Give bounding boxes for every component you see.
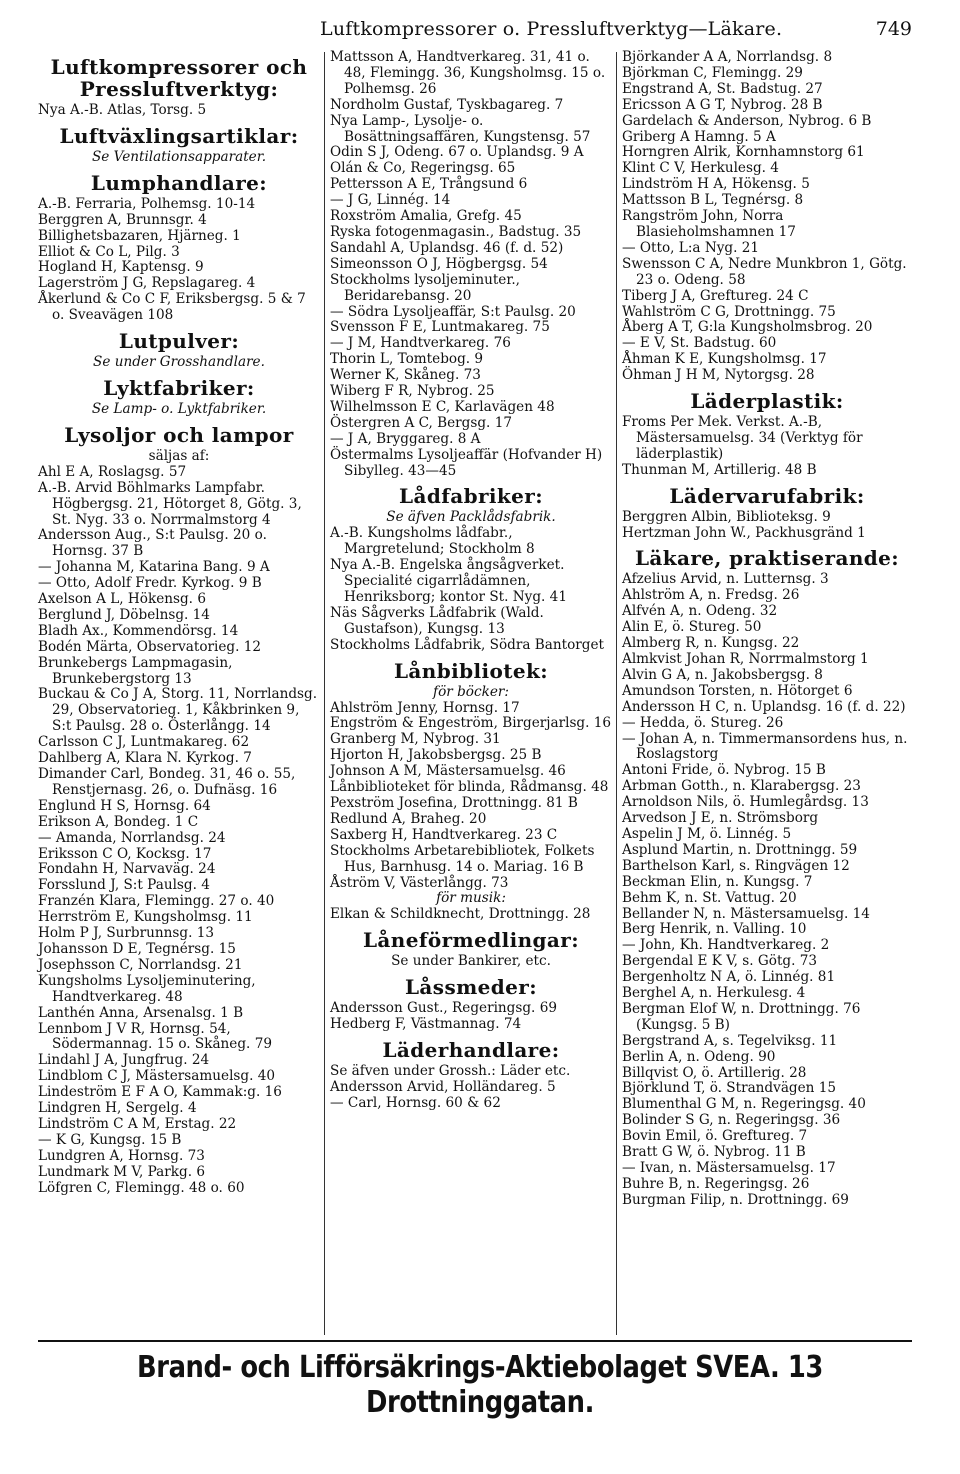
directory-entry: Bergstrand A, s. Tegelviksg. 11 bbox=[622, 1032, 838, 1049]
section-heading-line: Lådfabriker: bbox=[399, 484, 543, 509]
directory-entry: Björkman C, Flemingg. 29 bbox=[622, 64, 803, 81]
directory-entry: Swensson C A, Nedre Munkbron 1, Götg. 23 o. Odeng. 58 bbox=[622, 255, 907, 288]
directory-entry: — J G, Linnég. 14 bbox=[330, 192, 451, 209]
running-title: Luftkompressorer o. Pressluftverktyg—Läkare. bbox=[320, 18, 783, 40]
directory-entry: Elliot & Co L, Pilg. 3 bbox=[38, 243, 180, 260]
directory-entry: Horngren Alrik, Kornhamnstorg 61 bbox=[622, 144, 865, 161]
directory-entry: Almkvist Johan R, Norrmalmstorg 1 bbox=[622, 651, 869, 667]
directory-entry: Hogland H, Kaptensg. 9 bbox=[38, 259, 204, 276]
section-heading-line: Läderplastik: bbox=[690, 389, 844, 414]
directory-entry: — Otto, Adolf Fredr. Kyrkog. 9 B bbox=[38, 575, 262, 592]
directory-entry: Åhman K E, Kungsholmsg. 17 bbox=[622, 351, 827, 368]
directory-entry: Sandahl A, Uplandsg. 46 (f. d. 52) bbox=[330, 239, 564, 256]
directory-entry: Se äfven under Grossh.: Läder etc. bbox=[330, 1062, 571, 1079]
directory-entry: Berggren A, Brunnsgr. 4 bbox=[38, 211, 207, 228]
directory-entry: Amundson Torsten, n. Hötorget 6 bbox=[622, 682, 853, 699]
directory-entry: Buhre B, n. Regeringsg. 26 bbox=[622, 1175, 810, 1192]
directory-entry: Lindgren H, Sergelg. 4 bbox=[38, 1100, 197, 1117]
directory-entry: Arvedson J E, n. Strömsborg bbox=[622, 810, 819, 827]
directory-entry: Asplund Martin, n. Drottningg. 59 bbox=[622, 841, 858, 858]
directory-entry: Östermalms Lysoljeaffär (Hofvander H) Sibylleg. 43—45 bbox=[330, 446, 603, 479]
directory-entry: Lennbom J V R, Hornsg. 54, Södermannag. 15 o. Skåneg. 79 bbox=[38, 1020, 272, 1053]
directory-entry: Bovin Emil, ö. Greftureg. 7 bbox=[622, 1128, 808, 1145]
cross-reference-note: Se Lamp- o. Lyktfabriker. bbox=[91, 400, 267, 417]
directory-entry: Andersson H C, n. Uplandsg. 16 (f. d. 22) bbox=[622, 698, 906, 715]
directory-entry: — Otto, L:a Nyg. 21 bbox=[622, 239, 760, 256]
directory-entry: Johnson A M, Mästersamuelsg. 46 bbox=[330, 763, 566, 780]
column-3 bbox=[622, 50, 912, 1209]
directory-entry: Lindblom C J, Mästersamuelsg. 40 bbox=[38, 1068, 276, 1085]
section-heading-line: Läkare, praktiserande: bbox=[634, 546, 900, 571]
section-heading bbox=[330, 660, 612, 682]
directory-entry: Englund H S, Hornsg. 64 bbox=[38, 797, 211, 814]
section-heading bbox=[622, 547, 912, 569]
directory-entry: Lanthén Anna, Arsenalsg. 1 B bbox=[38, 1004, 244, 1021]
directory-entry: Andersson Arvid, Holländareg. 5 bbox=[330, 1078, 556, 1095]
directory-entry: Billqvist O, ö. Artillerig. 28 bbox=[622, 1064, 807, 1081]
directory-entry: Engstrand A, St. Badstug. 27 bbox=[622, 80, 823, 97]
directory-entry: Olán & Co, Regeringsg. 65 bbox=[330, 160, 516, 177]
footer-rule bbox=[38, 1340, 912, 1342]
directory-entry: — K G, Kungsg. 15 B bbox=[38, 1131, 182, 1148]
directory-entry: — Ivan, n. Mästersamuelsg. 17 bbox=[622, 1160, 836, 1176]
section-heading bbox=[622, 390, 912, 412]
directory-entry: Buckau & Co J A, Storg. 11, Norrlandsg. 29, Observatorieg. 1, Kåkbrinken 9, S:t Paulsg. 28 o. Österlångg. 14 bbox=[38, 686, 318, 735]
section-heading bbox=[622, 485, 912, 507]
directory-entry: Svensson F E, Luntmakareg. 75 bbox=[330, 319, 550, 336]
directory-entry: Arbman Gotth., n. Klarabergsg. 23 bbox=[622, 778, 861, 795]
directory-entry: — Johan A, n. Timmermansordens hus, n. Roslagstorg bbox=[622, 730, 908, 763]
directory-entry: Mattsson B L, Tegnérsg. 8 bbox=[622, 192, 804, 209]
directory-entry: Almberg R, n. Kungsg. 22 bbox=[622, 635, 800, 652]
directory-entry: Odin S J, Odeng. 67 o. Uplandsg. 9 A bbox=[330, 144, 584, 161]
directory-entry: Erikson A, Bondeg. 1 C bbox=[38, 813, 199, 830]
directory-entry: Hertzman John W., Packhusgränd 1 bbox=[622, 524, 866, 541]
cross-reference-note: för böcker: bbox=[433, 683, 509, 700]
directory-entry: — Amanda, Norrlandsg. 24 bbox=[38, 829, 226, 846]
directory-entry: Stockholms lysoljeminuter., Beridarebansg. 20 bbox=[330, 271, 520, 304]
section-heading bbox=[38, 377, 320, 399]
column-1 bbox=[38, 50, 320, 1196]
directory-entry: Griberg A Hamng. 5 A bbox=[622, 128, 776, 145]
directory-entry: Åström V, Västerlångg. 73 bbox=[330, 874, 509, 891]
directory-entry: Lundgren A, Hornsg. 73 bbox=[38, 1147, 205, 1164]
directory-entry: — Johanna M, Katarina Bang. 9 A bbox=[38, 559, 270, 576]
directory-entry: Franzén Klara, Flemingg. 27 o. 40 bbox=[38, 893, 275, 910]
directory-entry: — J A, Bryggareg. 8 A bbox=[330, 430, 481, 447]
cross-reference-note: Se under Grosshandlare. bbox=[93, 354, 265, 371]
section-heading-line: Lånbibliotek: bbox=[393, 658, 549, 683]
directory-entry: Löfgren C, Flemingg. 48 o. 60 bbox=[38, 1179, 245, 1196]
column-divider bbox=[616, 52, 617, 1335]
directory-entry: Eriksson C O, Kocksg. 17 bbox=[38, 845, 212, 862]
directory-entry: Lindström H A, Hökensg. 5 bbox=[622, 176, 810, 193]
directory-entry: Berglund J, Döbelnsg. 14 bbox=[38, 606, 210, 623]
directory-entry: Bratt G W, ö. Nybrog. 11 B bbox=[622, 1144, 806, 1161]
directory-entry: Bolinder S G, n. Regeringsg. 36 bbox=[622, 1112, 841, 1129]
directory-entry: Antoni Fride, ö. Nybrog. 15 B bbox=[622, 762, 826, 779]
section-heading-line: Lädervarufabrik: bbox=[669, 483, 865, 508]
section-heading bbox=[38, 56, 320, 100]
directory-entry: Björklund T, ö. Strandvägen 15 bbox=[622, 1080, 837, 1097]
section-heading-line: Låneförmedlingar: bbox=[362, 928, 580, 953]
directory-entry: A.-B. Ferraria, Polhemsg. 10-14 bbox=[38, 195, 256, 212]
directory-entry: Lindeström E F A O, Kammak:g. 16 bbox=[38, 1084, 282, 1101]
directory-entry: Axelson A L, Hökensg. 6 bbox=[38, 591, 206, 608]
directory-entry: Hedberg F, Västmannag. 74 bbox=[330, 1016, 522, 1033]
directory-entry: Berghel A, n. Herkulesg. 4 bbox=[622, 985, 806, 1002]
directory-entry: Werner K, Skåneg. 73 bbox=[330, 367, 481, 384]
directory-entry: Åberg A T, G:la Kungsholmsbrog. 20 bbox=[622, 319, 873, 336]
directory-entry: Pexström Josefina, Drottningg. 81 B bbox=[330, 794, 578, 811]
section-heading bbox=[38, 172, 320, 194]
directory-entry: Alvin G A, n. Jakobsbergsg. 8 bbox=[622, 666, 823, 683]
directory-entry: Fondahn H, Narvaväg. 24 bbox=[38, 861, 216, 878]
directory-entry: Lagerström J G, Repslagareg. 4 bbox=[38, 275, 256, 292]
directory-entry: Ryska fotogenmagasin., Badstug. 35 bbox=[330, 223, 582, 240]
section-heading-line: Luftväxlingsartiklar: bbox=[59, 123, 299, 148]
section-heading bbox=[330, 485, 612, 507]
directory-entry: Ahlström A, n. Fredsg. 26 bbox=[622, 587, 800, 604]
directory-entry: Lånbiblioteket för blinda, Rådmansg. 48 bbox=[330, 779, 609, 796]
directory-entry: Brunkebergs Lampmagasin, Brunkebergstorg 13 bbox=[38, 654, 233, 687]
footer-advertisement: Brand- och Lifförsäkrings-Aktiebolaget SVEA. 13 Drottninggatan. bbox=[137, 1350, 823, 1420]
directory-entry: Bergman Elof W, n. Drottningg. 76 (Kungsg. 5 B) bbox=[622, 1000, 861, 1033]
directory-entry: Berg Henrik, n. Valling. 10 bbox=[622, 921, 807, 938]
directory-entry: Wilhelmsson E C, Karlavägen 48 bbox=[330, 398, 555, 415]
directory-entry: Bellander N, n. Mästersamuelsg. 14 bbox=[622, 905, 870, 922]
directory-entry: Stockholms Arbetarebibliotek, Folkets Hus, Barnhusg. 14 o. Mariag. 16 B bbox=[330, 842, 595, 875]
directory-entry: Josephsson C, Norrlandsg. 21 bbox=[38, 956, 243, 973]
running-head bbox=[0, 18, 960, 48]
directory-entry: Nya A.-B. Atlas, Torsg. 5 bbox=[38, 102, 207, 118]
directory-entry: Lundmark M V, Parkg. 6 bbox=[38, 1163, 205, 1180]
directory-entry: Bergendal E K V, s. Götg. 73 bbox=[622, 953, 818, 970]
column-divider bbox=[324, 52, 325, 1335]
directory-entry: Aspelin J M, ö. Linnég. 5 bbox=[622, 825, 792, 842]
cross-reference-note: Se äfven Packlådsfabrik. bbox=[386, 509, 556, 526]
directory-entry: Carlsson C J, Luntmakareg. 62 bbox=[38, 734, 250, 751]
section-heading-line: Lysoljor och lampor bbox=[64, 422, 294, 447]
directory-entry: Johansson D E, Tegnérsg. 15 bbox=[38, 940, 236, 957]
directory-entry: — Hedda, ö. Stureg. 26 bbox=[622, 714, 784, 731]
section-heading-line: Lyktfabriker: bbox=[103, 375, 255, 400]
directory-entry: Berggren Albin, Biblioteksg. 9 bbox=[622, 508, 831, 525]
directory-entry: Behm K, n. St. Vattug. 20 bbox=[622, 889, 797, 906]
directory-entry: Thunman M, Artillerig. 48 B bbox=[622, 461, 817, 478]
directory-entry: Saxberg H, Handtverkareg. 23 C bbox=[330, 826, 558, 843]
directory-entry: Andersson Aug., S:t Paulsg. 20 o. Hornsg. 37 B bbox=[38, 527, 267, 560]
directory-entry: Öhman J H M, Nytorgsg. 28 bbox=[622, 367, 815, 384]
directory-entry: A.-B. Arvid Böhlmarks Lampfabr. Högbergsg. 21, Hötorget 8, Götg. 3, St. Nyg. 33 o. Norrmalmstorg 4 bbox=[38, 479, 302, 528]
directory-entry: Nordholm Gustaf, Tyskbagareg. 7 bbox=[330, 96, 564, 113]
directory-entry: — J M, Handtverkareg. 76 bbox=[330, 335, 511, 352]
directory-entry: Mattsson A, Handtverkareg. 31, 41 o. 48, Flemingg. 36, Kungsholmsg. 15 o. Polhemsg. 26 bbox=[330, 49, 606, 97]
page-number: 749 bbox=[875, 18, 912, 40]
directory-entry: Dahlberg A, Klara N. Kyrkog. 7 bbox=[38, 750, 252, 767]
directory-entry: Elkan & Schildknecht, Drottningg. 28 bbox=[330, 906, 591, 923]
directory-entry: Pettersson A E, Trångsund 6 bbox=[330, 176, 528, 193]
directory-entry: Bladh Ax., Kommendörsg. 14 bbox=[38, 622, 239, 639]
directory-entry: — E V, St. Badstug. 60 bbox=[622, 335, 777, 352]
directory-entry: Rangström John, Norra Blasieholmshamnen 17 bbox=[622, 208, 796, 240]
directory-entry: Arnoldson Nils, ö. Humlegårdsg. 13 bbox=[622, 794, 869, 811]
directory-entry: Gardelach & Anderson, Nybrog. 6 B bbox=[622, 112, 872, 129]
section-heading-line: Pressluftverktyg: bbox=[79, 77, 279, 101]
section-heading bbox=[38, 330, 320, 352]
directory-entry: Froms Per Mek. Verkst. A.-B, Mästersamuelsg. 34 (Verktyg för läderplastik) bbox=[622, 414, 863, 462]
section-heading bbox=[330, 976, 612, 998]
directory-entry: Thorin L, Tomtebog. 9 bbox=[330, 351, 484, 368]
directory-entry: Lindahl J A, Jungfrug. 24 bbox=[38, 1052, 210, 1069]
directory-entry: Herrström E, Kungsholmsg. 11 bbox=[38, 909, 253, 926]
section-heading bbox=[330, 1039, 612, 1061]
directory-entry: Björkander A A, Norrlandsg. 8 bbox=[622, 49, 833, 65]
directory-entry: Klint C V, Herkulesg. 4 bbox=[622, 160, 779, 177]
directory-entry: Åkerlund & Co C F, Eriksbergsg. 5 & 7 o. Sveavägen 108 bbox=[38, 291, 306, 324]
directory-entry: — John, Kh. Handtverkareg. 2 bbox=[622, 937, 830, 954]
directory-entry: — Carl, Hornsg. 60 & 62 bbox=[330, 1094, 501, 1111]
directory-entry: Bodén Märta, Observatorieg. 12 bbox=[38, 638, 262, 655]
directory-entry: Wiberg F R, Nybrog. 25 bbox=[330, 383, 495, 400]
directory-entry: Beckman Elin, n. Kungsg. 7 bbox=[622, 873, 813, 890]
directory-entry: — Södra Lysoljeaffär, S:t Paulsg. 20 bbox=[330, 303, 576, 320]
section-heading bbox=[38, 125, 320, 147]
directory-entry: Ericsson A G T, Nybrog. 28 B bbox=[622, 96, 823, 113]
directory-entry: Granberg M, Nybrog. 31 bbox=[330, 731, 501, 748]
cross-reference-note: för musik: bbox=[436, 890, 506, 907]
section-heading-line: Lutpulver: bbox=[118, 329, 240, 354]
directory-entry: Alin E, ö. Stureg. 50 bbox=[622, 619, 762, 636]
directory-entry: Dimander Carl, Bondeg. 31, 46 o. 55, Renstjernasg. 26, o. Dufnäsg. 16 bbox=[38, 766, 296, 798]
directory-entry: Alfvén A, n. Odeng. 32 bbox=[622, 603, 778, 620]
directory-entry: Lindström C A M, Erstag. 22 bbox=[38, 1115, 237, 1132]
section-heading-line: Lumphandlare: bbox=[90, 170, 268, 195]
directory-entry: Ahlström Jenny, Hornsg. 17 bbox=[330, 699, 520, 716]
section-heading-line: Låssmeder: bbox=[404, 975, 538, 1000]
directory-entry: Kungsholms Lysoljeminutering, Handtverkareg. 48 bbox=[38, 972, 256, 1005]
directory-entry: Holm P J, Surbrunnsg. 13 bbox=[38, 925, 215, 942]
directory-entry: Simeonsson O J, Högbergsg. 54 bbox=[330, 255, 548, 272]
directory-entry: Wahlström C G, Drottningg. 75 bbox=[622, 303, 836, 320]
directory-entry: Afzelius Arvid, n. Lutternsg. 3 bbox=[622, 571, 829, 588]
column-2 bbox=[330, 50, 612, 1112]
section-heading bbox=[330, 929, 612, 951]
directory-entry: Hjorton H, Jakobsbergsg. 25 B bbox=[330, 747, 542, 764]
section-heading-line: Luftkompressorer och bbox=[50, 55, 308, 79]
directory-entry: Andersson Gust., Regeringsg. 69 bbox=[330, 1000, 557, 1017]
directory-entry: Forsslund J, S:t Paulsg. 4 bbox=[38, 877, 210, 894]
directory-entry: Ahl E A, Roslagsg. 57 bbox=[38, 463, 187, 480]
directory-entry: Burgman Filip, n. Drottningg. 69 bbox=[622, 1191, 849, 1208]
directory-entry: Roxström Amalia, Grefg. 45 bbox=[330, 208, 522, 225]
directory-entry: Barthelson Karl, s. Ringvägen 12 bbox=[622, 857, 850, 874]
cross-reference-note: Se Ventilationsapparater. bbox=[91, 148, 267, 165]
directory-entry: Tiberg J A, Greftureg. 24 C bbox=[622, 287, 809, 304]
section-subnote: säljas af: bbox=[148, 447, 210, 464]
section-subnote: Se under Bankirer, etc. bbox=[391, 953, 551, 970]
directory-entry: Blumenthal G M, n. Regeringsg. 40 bbox=[622, 1096, 866, 1113]
section-heading-line: Läderhandlare: bbox=[382, 1037, 560, 1062]
directory-entry: Stockholms Lådfabrik, Södra Bantorget bbox=[330, 636, 605, 653]
section-heading bbox=[38, 424, 320, 446]
directory-entry: Nya A.-B. Engelska ångsågverket. Specialité cigarrlådämnen, Henriksborg; kontor St. Nyg. 41 bbox=[330, 557, 567, 605]
directory-entry: Redlund A, Braheg. 20 bbox=[330, 810, 487, 827]
directory-entry: Östergren A C, Bergsg. 17 bbox=[330, 414, 512, 431]
directory-entry: Nya Lamp-, Lysolje- o. Bosättningsaffären, Kungstensg. 57 bbox=[330, 112, 591, 145]
directory-entry: A.-B. Kungsholms lådfabr., Margretelund; Stockholm 8 bbox=[330, 525, 535, 558]
directory-entry: Bergenholtz N A, ö. Linnég. 81 bbox=[622, 969, 836, 986]
directory-entry: Näs Sågverks Lådfabrik (Wald. Gustafson), Kungsg. 13 bbox=[330, 604, 544, 637]
directory-entry: Engström & Engeström, Birgerjarlsg. 16 bbox=[330, 715, 612, 732]
directory-entry: Berlin A, n. Odeng. 90 bbox=[622, 1048, 776, 1065]
directory-entry: Billighetsbazaren, Hjärneg. 1 bbox=[38, 227, 241, 244]
